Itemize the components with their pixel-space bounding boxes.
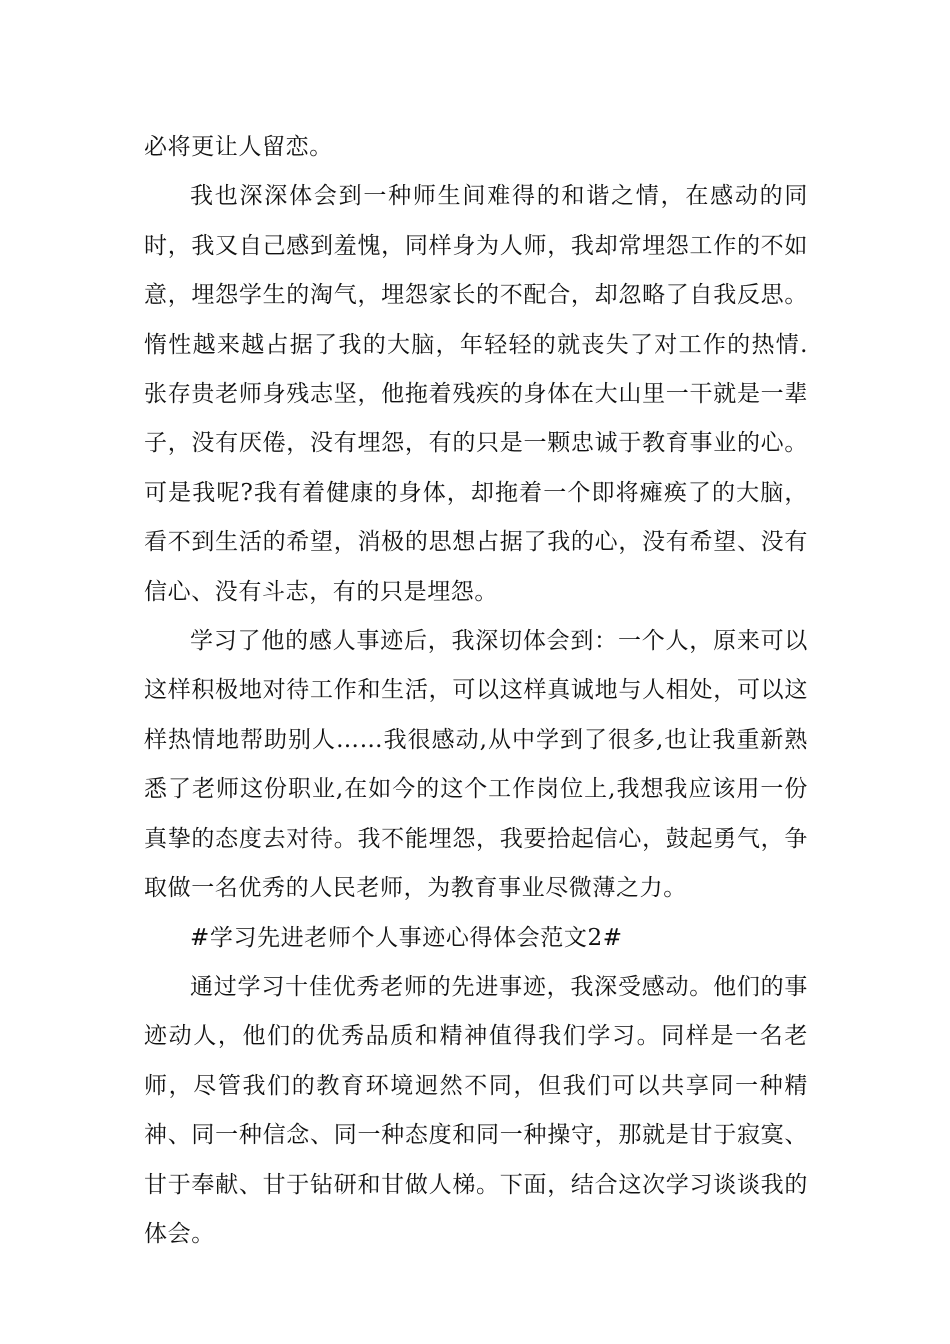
body-paragraph: 我也深深体会到一种师生间难得的和谐之情，在感动的同时，我又自己感到羞愧，同样身为人师，我却常埋怨工作的不如意，埋怨学生的淘气，埋怨家长的不配合，却忽略了自我反思。惰性越来越占据了我的大脑，年轻轻的就丧失了对工作的热情.张存贵老师身残志坚，他拖着残疾的身体在大山里一干就是一辈子，没有厌倦，没有埋怨，有的只是一颗忠诚于教育事业的心。可是我呢?我有着健康的身体，却拖着一个即将瘫痪了的大脑，看不到生活的希望，消极的思想占据了我的心，没有希望、没有信心、没有斗志，有的只是埋怨。 (144, 183, 808, 605)
continuation-paragraph: 必将更让人留恋。 (144, 134, 333, 160)
body-paragraph: 学习了他的感人事迹后，我深切体会到：一个人，原来可以这样积极地对待工作和生活，可以这样真诚地与人相处，可以这样热情地帮助别人……我很感动,从中学到了很多,也让我重新熟悉了老师这份职业,在如今的这个工作岗位上,我想我应该用一份真挚的态度去对待。我不能埋怨，我要拾起信心，鼓起勇气，争取做一名优秀的人民老师，为教育事业尽微薄之力。 (144, 628, 808, 902)
body-paragraph: 通过学习十佳优秀老师的先进事迹，我深受感动。他们的事迹动人，他们的优秀品质和精神值得我们学习。同样是一名老师，尽管我们的教育环境迥然不同，但我们可以共享同一种精神、同一种信念、同一种态度和同一种操守，那就是甘于寂寞、甘于奉献、甘于钻研和甘做人梯。下面，结合这次学习谈谈我的体会。 (144, 973, 808, 1247)
section-heading: #学习先进老师个人事迹心得体会范文2# (190, 924, 623, 951)
document-body (144, 123, 808, 1259)
